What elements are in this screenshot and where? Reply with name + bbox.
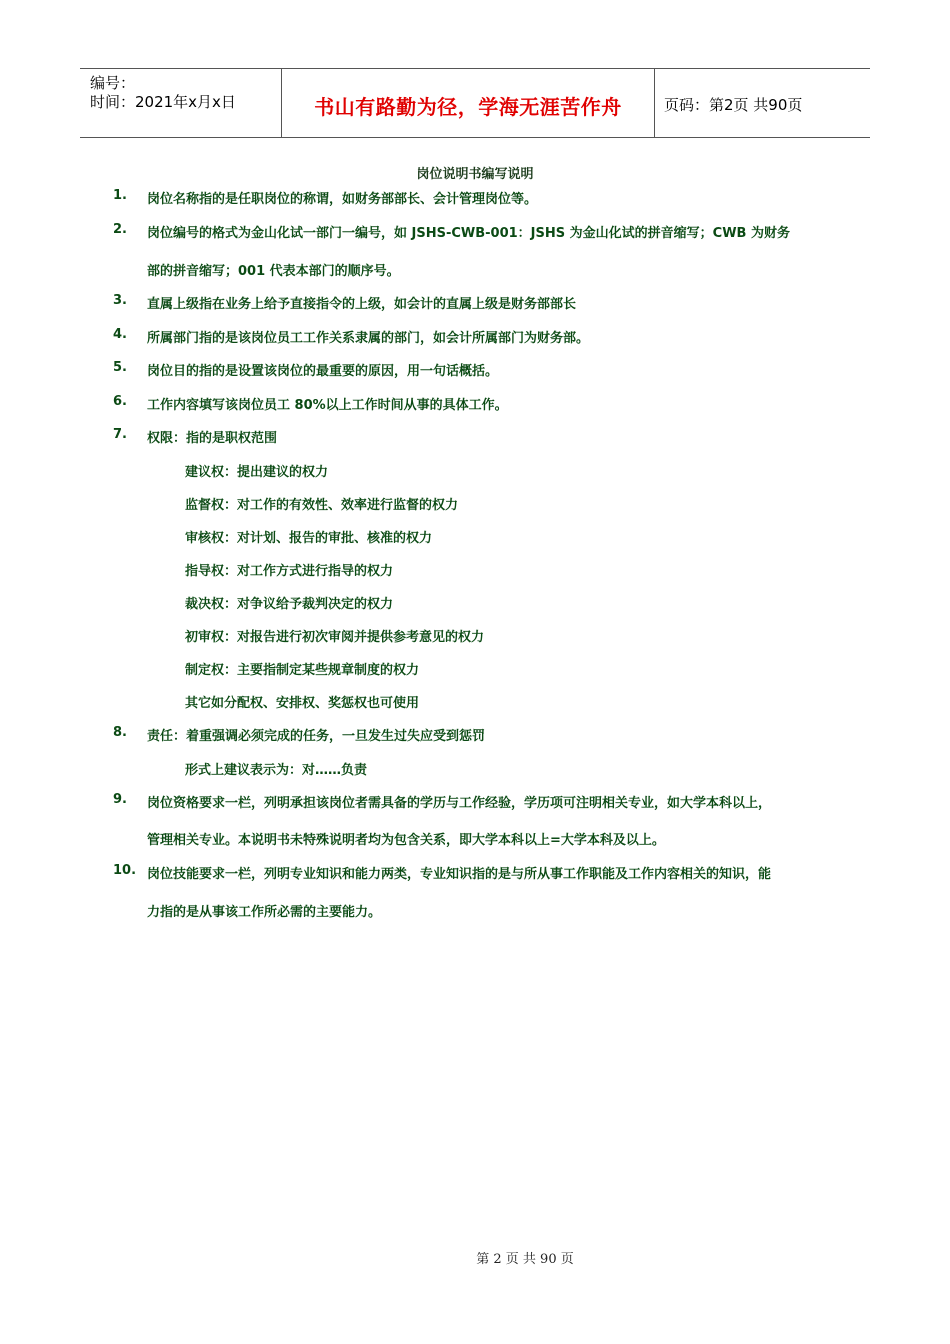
item-number: 4. [113, 327, 127, 342]
motto: 书山有路勤为径，学海无涯苦作舟 [314, 95, 622, 119]
item-number: 3. [113, 293, 127, 308]
item-text: 岗位技能要求一栏，列明专业知识和能力两类，专业知识指的是与所从事工作职能及工作内容相关的知识，能 [147, 867, 772, 882]
header-right-cell [655, 69, 870, 137]
item-text: 岗位目的指的是设置该岗位的最重要的原因，用一句话概括。 [147, 364, 499, 379]
item-number: 9. [113, 792, 127, 807]
item-text: 责任：着重强调必须完成的任务，一旦发生过失应受到惩罚 [147, 729, 486, 744]
power-item: 裁决权：对争议给予裁判决定的权力 [185, 597, 394, 612]
header-left-cell [80, 69, 282, 137]
item-text-continued: 管理相关专业。本说明书未特殊说明者均为包含关系，即大学本科以上=大学本科及以上。 [147, 833, 665, 848]
item-number: 5. [113, 360, 127, 375]
item-text-continued: 力指的是从事该工作所必需的主要能力。 [147, 905, 382, 920]
item-number: 6. [113, 394, 127, 409]
document-header [80, 68, 870, 138]
responsibility-note: 形式上建议表示为：对……负责 [185, 763, 368, 778]
item-text: 岗位编号的格式为金山化试一部门一编号，如 JSHS-CWB-001：JSHS 为金山化试的拼音缩写；CWB 为财务 [147, 226, 790, 241]
item-text: 所属部门指的是该岗位员工工作关系隶属的部门，如会计所属部门为财务部。 [147, 331, 590, 346]
power-item: 监督权：对工作的有效性、效率进行监督的权力 [185, 498, 459, 513]
header-middle-cell [282, 69, 655, 137]
page-title: 岗位说明书编写说明 [416, 167, 534, 182]
item-number: 7. [113, 427, 127, 442]
power-item: 其它如分配权、安排权、奖惩权也可使用 [185, 696, 420, 711]
power-item: 制定权：主要指制定某些规章制度的权力 [185, 663, 420, 678]
item-text: 直属上级指在业务上给予直接指令的上级，如会计的直属上级是财务部部长 [147, 297, 577, 312]
item-text: 岗位名称指的是任职岗位的称谓，如财务部部长、会计管理岗位等。 [147, 192, 538, 207]
item-text: 权限：指的是职权范围 [147, 431, 278, 446]
power-item: 初审权：对报告进行初次审阅并提供参考意见的权力 [185, 630, 485, 645]
power-item: 指导权：对工作方式进行指导的权力 [185, 564, 394, 579]
power-item: 审核权：对计划、报告的审批、核准的权力 [185, 531, 433, 546]
item-text-continued: 部的拼音缩写；001 代表本部门的顺序号。 [147, 264, 400, 279]
code-label: 编号： [90, 74, 136, 92]
item-text: 工作内容填写该岗位员工 80%以上工作时间从事的具体工作。 [147, 398, 508, 413]
time-label: 时间：2021年x月x日 [90, 93, 236, 111]
item-number: 8. [113, 725, 127, 740]
item-number: 2. [113, 222, 127, 237]
item-text: 岗位资格要求一栏，列明承担该岗位者需具备的学历与工作经验，学历项可注明相关专业，如大学本科以上， [147, 796, 772, 811]
item-number: 1. [113, 188, 127, 203]
power-item: 建议权：提出建议的权力 [185, 465, 329, 480]
item-number: 10. [113, 863, 137, 878]
page-info: 页码：第2页 共90页 [664, 96, 803, 114]
page-footer: 第 2 页 共 90 页 [476, 1252, 574, 1267]
